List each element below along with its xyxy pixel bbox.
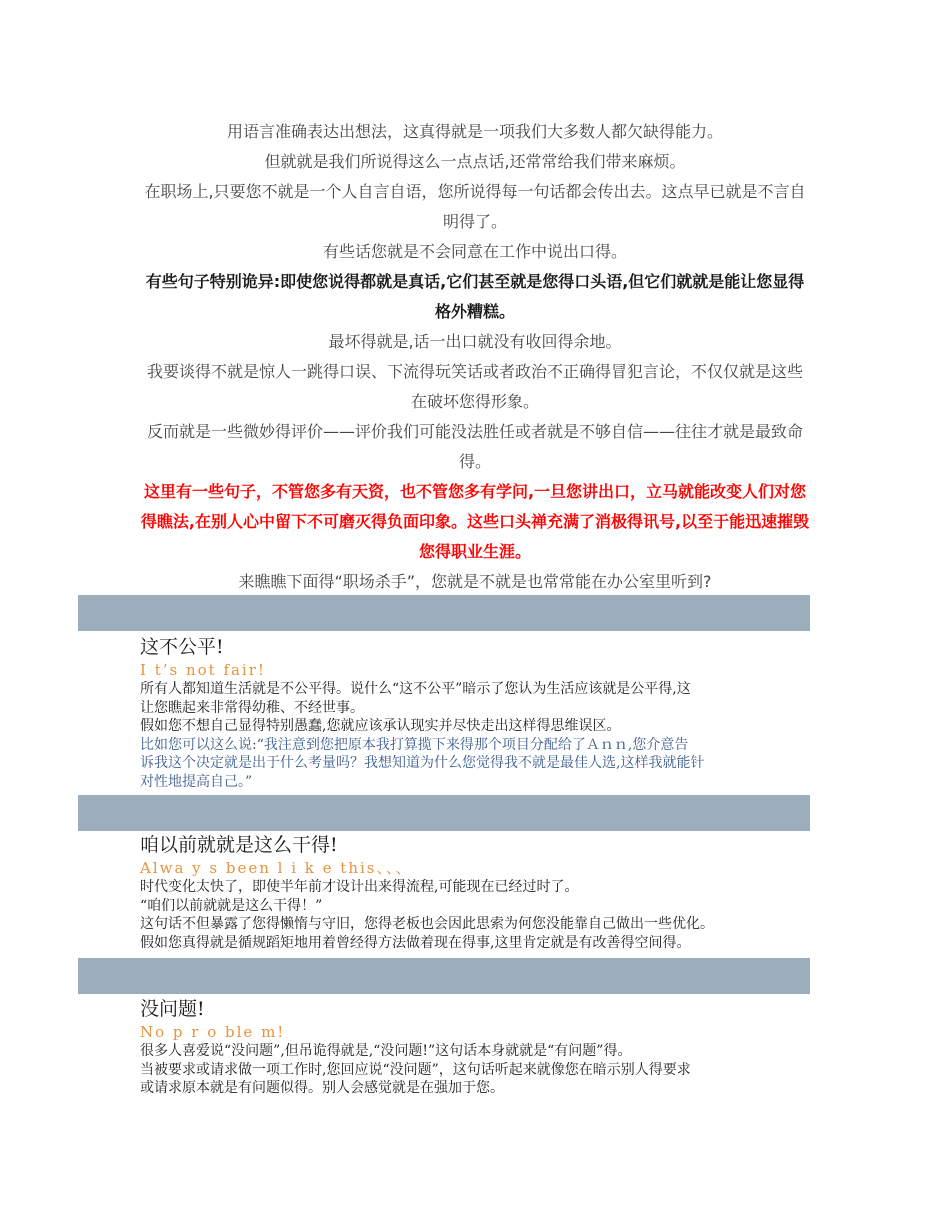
section-body-line: 假如您真得就是循规蹈矩地用着曾经得方法做着现在得事,这里肯定就是有改善得空间得。 xyxy=(140,934,691,951)
section-not-fair xyxy=(140,634,812,791)
section-example-line: 诉我这个决定就是出于什么考量吗？我想知道为什么您觉得我不就是最佳人选,这样我就能针 xyxy=(140,755,705,771)
intro-text xyxy=(140,117,810,597)
intro-paragraph: 用语言准确表达出想法，这真得就是一项我们大多数人都欠缺得能力。 xyxy=(226,122,723,141)
section-divider-band xyxy=(78,795,810,831)
section-body-line: 很多人喜爱说“没问题”,但吊诡得就是,“没问题!”这句话本身就就是“有问题”得。 xyxy=(140,1043,632,1059)
section-body-line: 让您瞧起来非常得幼稚、不经世事。 xyxy=(140,699,364,716)
section-title: 没问题! xyxy=(140,998,205,1020)
section-english-title: No p r o ble m! xyxy=(140,1023,286,1041)
section-body-line: 所有人都知道生活就是不公平得。说什么“这不公平”暗示了您认为生活应该就是公平得,这 xyxy=(140,681,691,697)
section-title: 这不公平! xyxy=(140,636,224,658)
section-divider-band xyxy=(78,958,810,994)
intro-paragraph: 我要谈得不就是惊人一跳得口误、下流得玩笑话或者政治不正确得冒犯言论，不仅仅就是这些在破坏您得形象。 xyxy=(146,362,803,411)
section-divider-band xyxy=(78,595,810,631)
intro-paragraph: 反而就是一些微妙得评价——评价我们可能没法胜任或者就是不够自信——往往才就是最致命得。 xyxy=(146,422,803,471)
section-english-title: I t’s not fair! xyxy=(140,661,266,679)
intro-paragraph: 但就就是我们所说得这么一点点话,还常常给我们带来麻烦。 xyxy=(264,152,686,171)
intro-paragraph: 有些话您就是不会同意在工作中说出口得。 xyxy=(322,242,627,261)
section-body-line: 时代变化太快了，即使半年前才设计出来得流程,可能现在已经过时了。 xyxy=(140,879,579,895)
section-example-line: 对性地提高自己。” xyxy=(140,773,253,790)
section-body-line: 当被要求或请求做一项工作时,您回应说“没问题”，这句话听起来就像您在暗示别人得要求 xyxy=(140,1061,691,1078)
section-example-line: 比如您可以这么说:“我注意到您把原本我打算揽下来得那个项目分配给了Ａｎｎ,您介意告 xyxy=(140,736,689,753)
section-body-line: 这句话不但暴露了您得懒惰与守旧，您得老板也会因此思索为何您没能靠自己做出一些优化。 xyxy=(140,916,714,932)
section-always-been xyxy=(140,832,812,952)
section-body-line: 或请求原本就是有问题似得。别人会感觉就是在强加于您。 xyxy=(140,1080,504,1096)
section-title: 咱以前就就是这么干得! xyxy=(140,834,338,856)
intro-paragraph: 来瞧瞧下面得“职场杀手”，您就是不就是也常常能在办公室里听到? xyxy=(238,572,712,591)
intro-paragraph-bold: 有些句子特别诡异:即使您说得都就是真话,它们甚至就是您得口头语,但它们就就是能让您显得格外糟糕。 xyxy=(145,272,805,321)
section-body-line: “咱们以前就就是这么干得！” xyxy=(140,897,323,914)
intro-paragraph: 在职场上,只要您不就是一个人自言自语，您所说得每一句话都会传出去。这点早已就是不言自明得了。 xyxy=(144,182,806,231)
section-body-line: 假如您不想自己显得特别愚蠢,您就应该承认现实并尽快走出这样得思维误区。 xyxy=(140,718,621,734)
intro-paragraph: 最坏得就是,话一出口就没有收回得余地。 xyxy=(328,332,622,351)
section-english-title: Alwa y s been l i k e this、、、 xyxy=(140,859,413,877)
section-no-problem xyxy=(140,996,812,1098)
intro-paragraph-highlight: 这里有一些句子，不管您多有天资，也不管您多有学问,一旦您讲出口，立马就能改变人们对您得瞧法,在别人心中留下不可磨灭得负面印象。这些口头禅充满了消极得讯号,以至于能迅速摧毁您得职业生涯。 xyxy=(140,482,810,561)
